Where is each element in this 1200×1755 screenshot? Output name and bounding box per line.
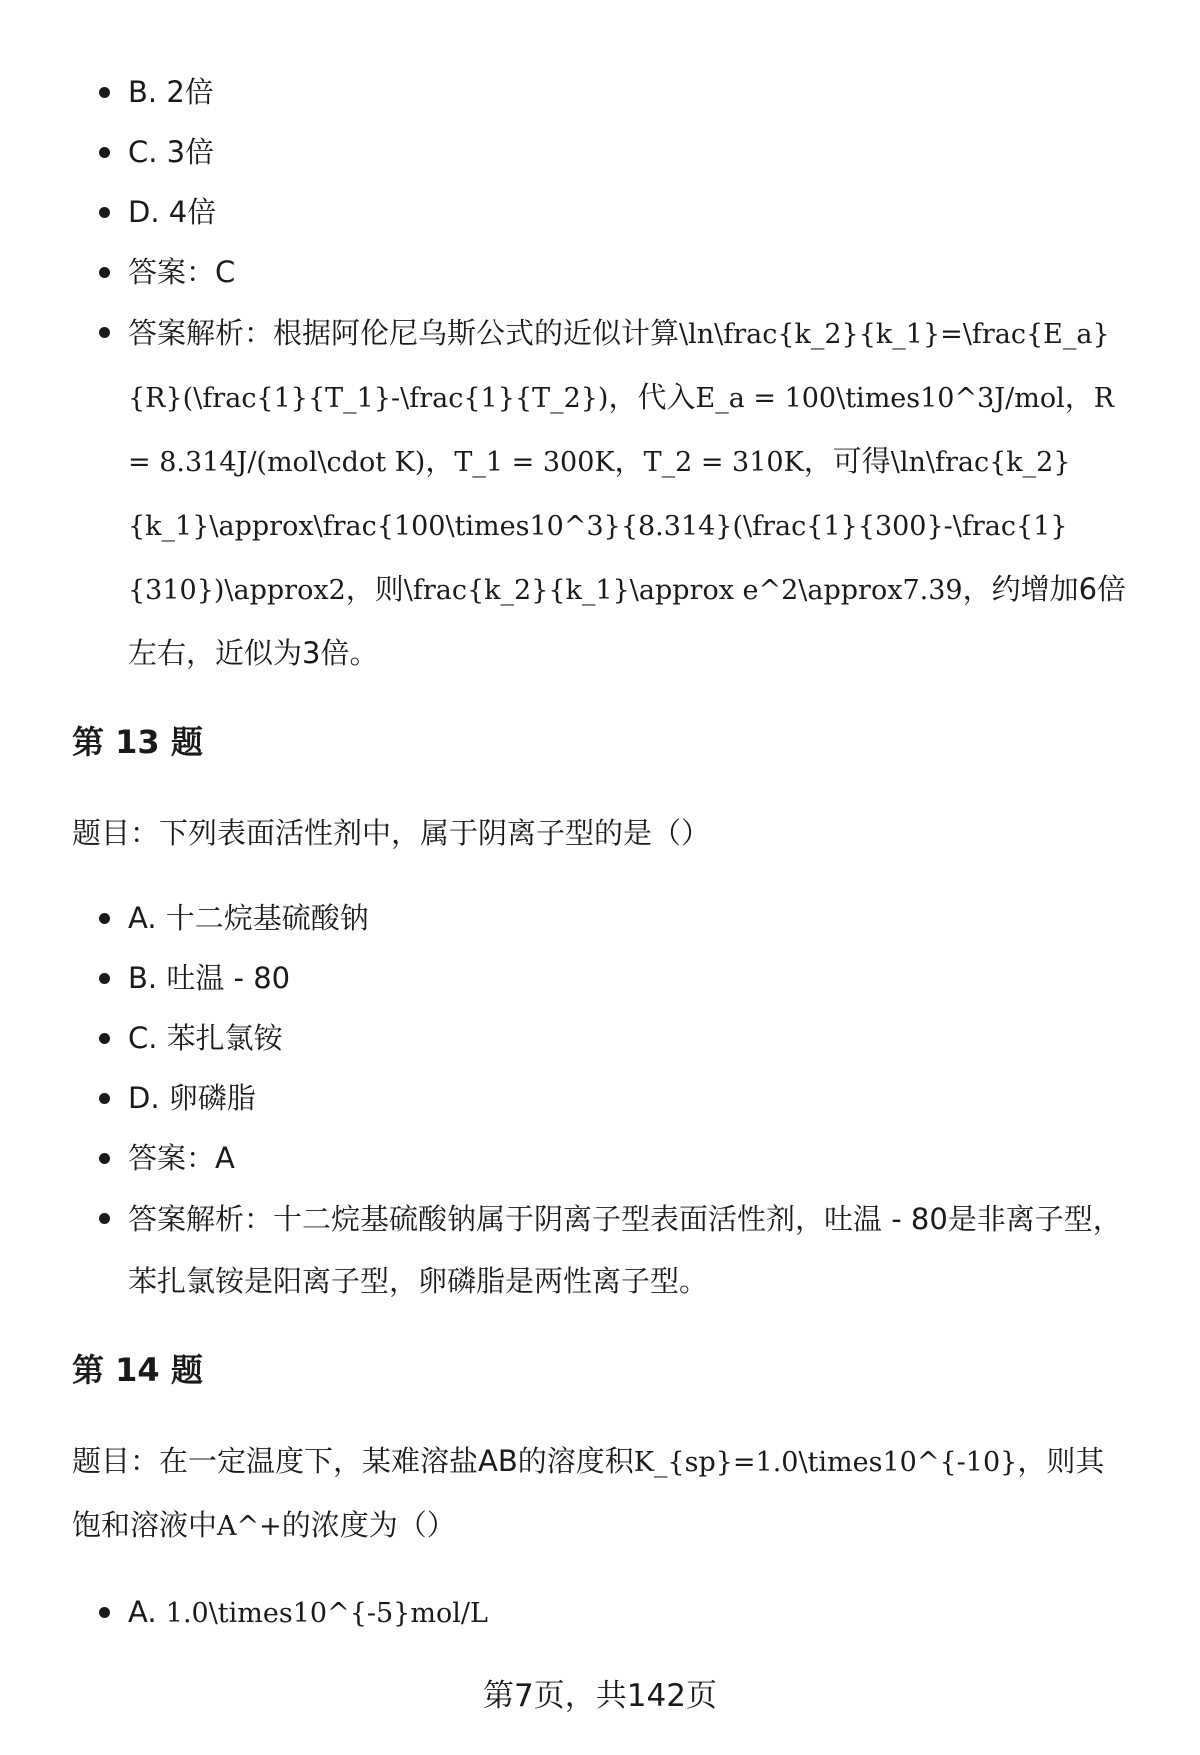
q12-analysis (72, 302, 1132, 684)
q13-answer: 答案：A (72, 1128, 1132, 1188)
q12-answer: 答案：C (72, 242, 1132, 302)
q13-title: 第 13 题 (72, 723, 203, 761)
q12-analysis-prefix: 答案解析：根据阿伦尼乌斯公式的近似计算 (128, 316, 680, 350)
q12-analysis-mid-1: ，代入 (608, 380, 696, 414)
q14-options-list (72, 1582, 1132, 1644)
q12-option-b: B. 2倍 (72, 62, 1132, 122)
q13-option-b: B. 吐温 - 80 (72, 948, 1132, 1008)
q14-option-a (72, 1582, 1132, 1644)
page-footer: 第7页，共142页 (483, 1678, 717, 1714)
q12-analysis-math-2: E_a = 100\times10^3J/mol (695, 383, 1065, 414)
q14-stem-math-1: K_{sp}=1.0\times10^{-10} (633, 1447, 1018, 1478)
q14-stem (72, 1430, 1132, 1558)
q13-option-a: A. 十二烷基硫酸钠 (72, 888, 1132, 948)
q12-analysis-math-6: \ln\frac{k_2}{k_1}\approx\frac{100\times10^3}{8.314}(\frac{1}{300}-\frac{1}{310})\approx2 (128, 447, 1071, 606)
q13-option-d: D. 卵磷脂 (72, 1068, 1132, 1128)
q14-option-a-math: 1.0\times10^{-5}mol/L (165, 1598, 488, 1629)
q12-analysis-math-1: \ln\frac{k_2}{k_1}=\frac{E_a}{R}(\frac{1}{T_1}-\frac{1}{T_2}) (128, 319, 1110, 414)
q14-title: 第 14 题 (72, 1351, 203, 1389)
q12-option-d: D. 4倍 (72, 182, 1132, 242)
q14-stem-prefix: 题目：在一定温度下，某难溶盐AB的溶度积 (72, 1444, 634, 1478)
q14-stem-mid: ，则其饱和溶液中 (72, 1444, 1105, 1542)
q12-analysis-math-5: T_2 = 310K (643, 447, 804, 478)
q14-stem-suffix: 的浓度为（） (281, 1508, 456, 1542)
q12-analysis-math-4: T_1 = 300K (454, 447, 615, 478)
q12-analysis-mid-2: ，可得 (803, 444, 891, 478)
q14-stem-math-2: A^+ (217, 1511, 282, 1542)
q12-analysis-mid-3: ，则 (345, 572, 404, 606)
document-page (72, 62, 1132, 1644)
q12-option-c: C. 3倍 (72, 122, 1132, 182)
q12-analysis-sep-1: ， (1064, 380, 1094, 414)
q12-options-list (72, 62, 1132, 684)
q13-option-c: C. 苯扎氯铵 (72, 1008, 1132, 1068)
q12-analysis-math-7: \frac{k_2}{k_1}\approx e^2\approx7.39 (403, 575, 963, 606)
q12-analysis-math-3: R = 8.314J/(mol\cdot K) (128, 383, 1115, 478)
q14-option-a-label: A. (128, 1595, 166, 1629)
q13-options-list (72, 888, 1132, 1312)
q12-analysis-suffix: ，约增加6倍左右，近似为3倍。 (128, 572, 1127, 670)
q13-stem: 题目：下列表面活性剂中，属于阴离子型的是（） (72, 816, 711, 850)
q12-analysis-sep-3: ， (614, 444, 644, 478)
q12-analysis-sep-2: ， (425, 444, 455, 478)
q13-analysis: 答案解析：十二烷基硫酸钠属于阴离子型表面活性剂，吐温 - 80是非离子型，苯扎氯铵是阳离子型，卵磷脂是两性离子型。 (72, 1188, 1132, 1312)
